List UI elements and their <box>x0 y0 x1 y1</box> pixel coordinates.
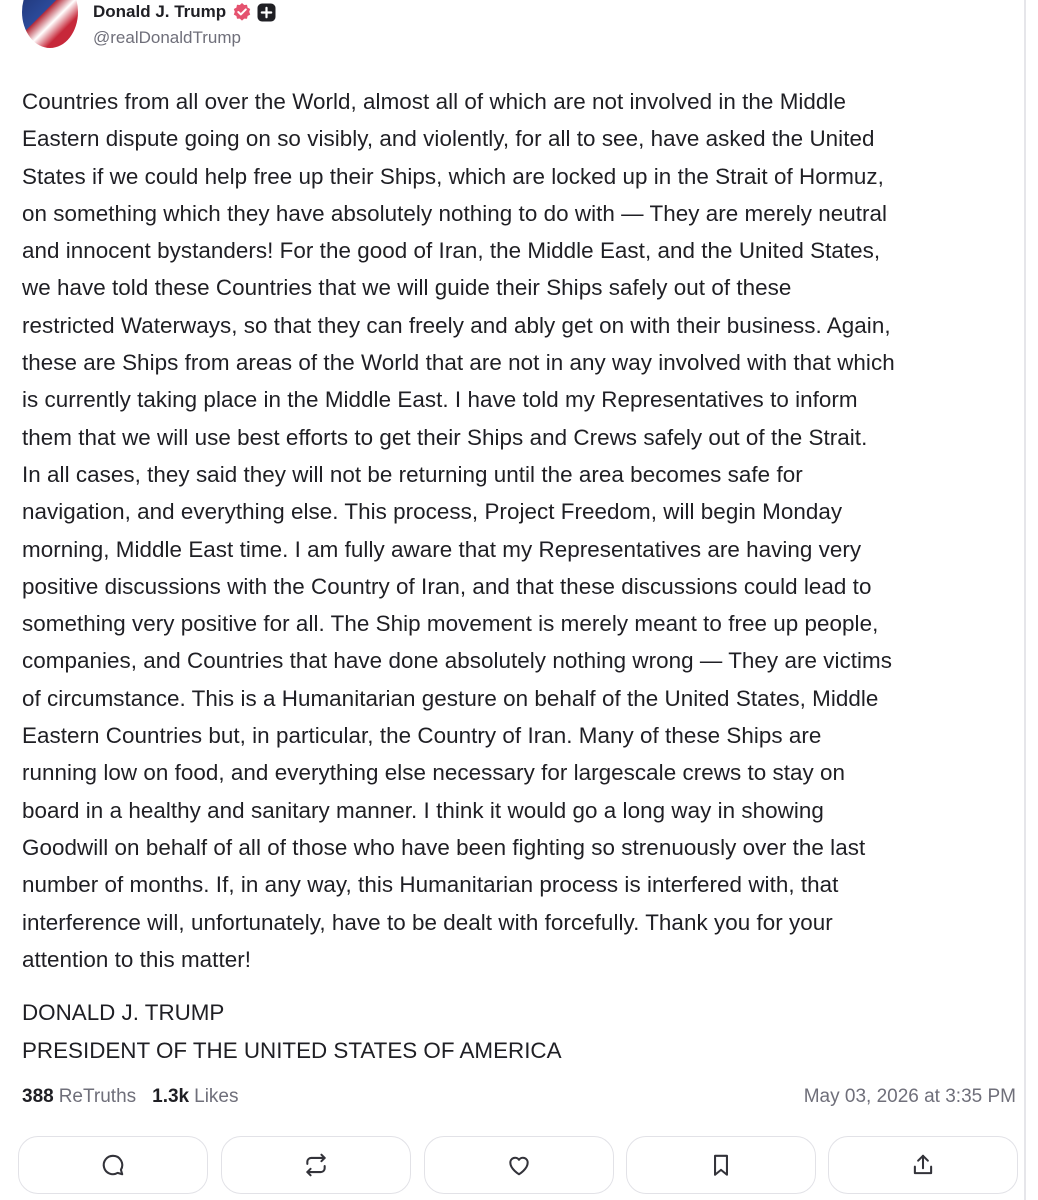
post-body-line: something very positive for all. The Ship movement is merely meant to free up people, <box>22 611 879 637</box>
post-body-line: Goodwill on behalf of all of those who have been fighting so strenuously over the last <box>22 834 866 860</box>
signature-name: DONALD J. TRUMP <box>22 1000 225 1025</box>
repost-icon <box>303 1152 329 1178</box>
post-stats <box>22 1086 238 1108</box>
author-display-name[interactable]: Donald J. Trump <box>93 2 227 21</box>
post-body-line: States if we could help free up their Ships, which are locked up in the Strait of Hormuz, <box>22 163 884 189</box>
likes-label: Likes <box>194 1086 239 1107</box>
retruths-label: ReTruths <box>58 1086 137 1107</box>
avatar[interactable] <box>22 0 78 48</box>
likes-stat[interactable] <box>152 1086 238 1108</box>
post-body-line: In all cases, they said they will not be returning until the area becomes safe for <box>22 461 803 487</box>
retruths-count: 388 <box>22 1086 54 1107</box>
post-body-line: morning, Middle East time. I am fully aware that my Representatives are having very <box>22 536 862 562</box>
post-body-line: on something which they have absolutely nothing to do with — They are merely neutral <box>22 200 888 226</box>
bookmark-button[interactable] <box>626 1136 816 1194</box>
comment-icon <box>100 1152 126 1178</box>
post-body-line: positive discussions with the Country of Iran, and that these discussions could lead to <box>22 573 872 599</box>
heart-icon <box>506 1152 532 1178</box>
retruths-stat[interactable] <box>22 1086 136 1108</box>
post-body-line: number of months. If, in any way, this Humanitarian process is interfered with, that <box>22 872 839 898</box>
post-body-line: Eastern Countries but, in particular, the Country of Iran. Many of these Ships are <box>22 723 822 749</box>
post-body-line: Countries from all over the World, almost all of which are not involved in the Middle <box>22 89 846 114</box>
likes-count: 1.3k <box>152 1086 190 1107</box>
verified-badge-icon <box>232 2 252 22</box>
post-body-line: of circumstance. This is a Humanitarian gesture on behalf of the United States, Middle <box>22 685 879 711</box>
reply-button[interactable] <box>18 1136 208 1194</box>
post-body-line: restricted Waterways, so that they can freely and ably get on with their business. Again, <box>22 312 891 338</box>
author-handle[interactable]: @realDonaldTrump <box>93 28 241 47</box>
post-body-line: these are Ships from areas of the World that are not in any way involved with that which <box>22 350 895 376</box>
scrollbar[interactable] <box>1024 0 1026 1200</box>
share-button[interactable] <box>828 1136 1018 1194</box>
post-body-line: we have told these Countries that we will guide their Ships safely out of these <box>22 275 792 301</box>
post-body-line: navigation, and everything else. This process, Project Freedom, will begin Monday <box>22 499 843 525</box>
post-body-line: them that we will use best efforts to get their Ships and Crews safely out of the Strait. <box>22 424 868 450</box>
post-timestamp: May 03, 2026 at 3:35 PM <box>803 1086 1016 1107</box>
post-body-line: and innocent bystanders! For the good of Iran, the Middle East, and the United States, <box>22 238 881 264</box>
post-body-line: companies, and Countries that have done absolutely nothing wrong — They are victims <box>22 648 892 674</box>
post-body-line: interference will, unfortunately, have to be dealt with forcefully. Thank you for your <box>22 909 833 935</box>
post-body-line: board in a healthy and sanitary manner. I think it would go a long way in showing <box>22 797 824 823</box>
post-actions <box>18 1136 1018 1194</box>
retruth-button[interactable] <box>221 1136 411 1194</box>
bookmark-icon <box>708 1152 734 1178</box>
share-icon <box>910 1152 936 1178</box>
signature-title: PRESIDENT OF THE UNITED STATES OF AMERICA <box>22 1038 562 1063</box>
post-body-line: running low on food, and everything else necessary for largescale crews to stay on <box>22 760 846 786</box>
post-body-line: is currently taking place in the Middle East. I have told my Representatives to inform <box>22 387 858 413</box>
author-name-row <box>93 0 276 24</box>
post-body <box>22 83 1014 978</box>
like-button[interactable] <box>424 1136 614 1194</box>
plus-badge-icon <box>257 3 276 22</box>
post-body-line: Eastern dispute going on so visibly, and violently, for all to see, have asked the United <box>22 126 875 152</box>
post-body-line: attention to this matter! <box>22 946 252 972</box>
